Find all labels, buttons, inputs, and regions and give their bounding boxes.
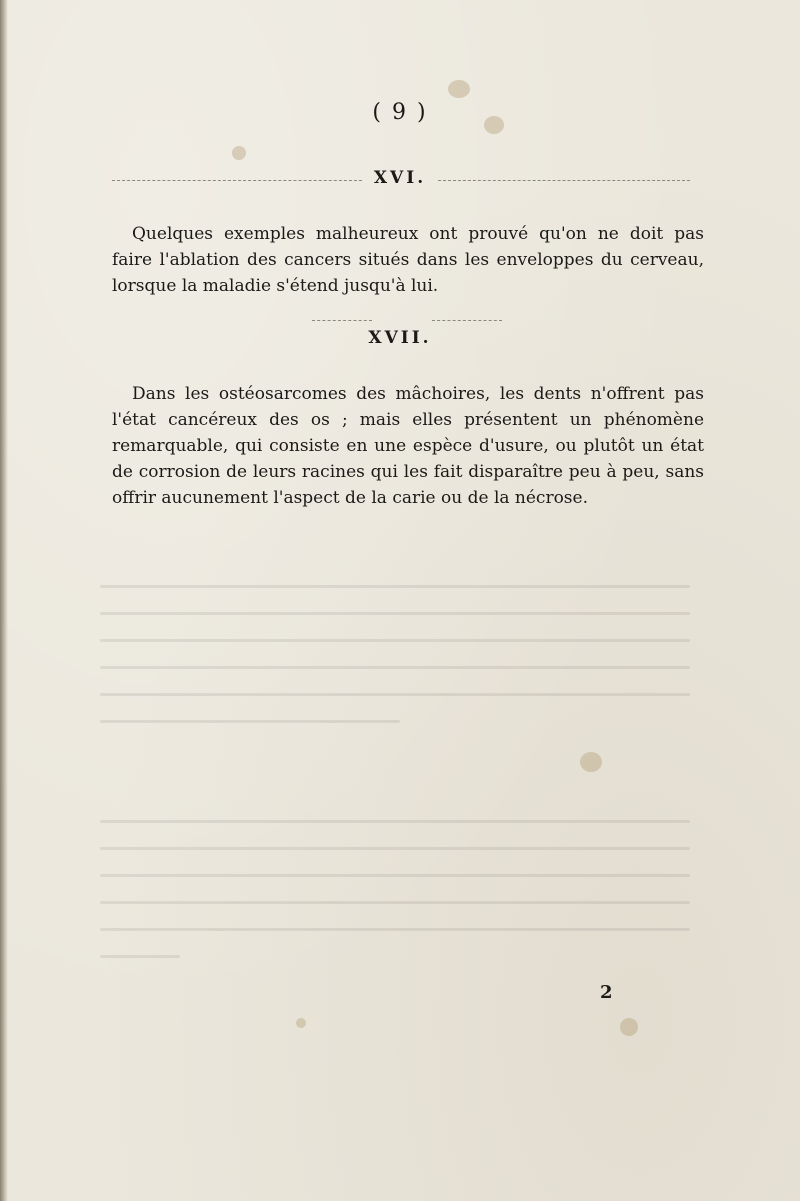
paper-stain xyxy=(296,1018,306,1028)
heading-rule xyxy=(432,320,502,321)
page-number: ( 9 ) xyxy=(372,100,428,125)
paragraph-text: Quelques exemples malheureux ont prouvé qu'on ne doit pas faire l'ablation des cancers situés dans les enveloppes du cerveau, lorsque la maladie s'étend jusqu'à lui. xyxy=(112,224,704,296)
paper-stain xyxy=(620,1018,638,1036)
paper-stain xyxy=(580,752,602,772)
section-paragraph-xvii xyxy=(112,381,704,511)
heading-rule xyxy=(312,320,372,321)
paper-stain xyxy=(448,80,470,98)
section-heading-xvii: XVII. xyxy=(368,328,432,348)
section-paragraph-xvi xyxy=(112,221,704,299)
section-heading-xvi: XVI. xyxy=(373,168,427,188)
paragraph-text: Dans les ostéosarcomes des mâchoires, les dents n'offrent pas l'état cancéreux des os ; mais elles présentent un phénomène remarquable, qui consiste en une espèce d'usure, ou plutôt un état de corrosion de leurs racines qui les fait disparaître peu à peu, sans offrir aucunement l'aspect de la carie ou de la nécrose. xyxy=(112,384,704,508)
paper-stain xyxy=(232,146,246,160)
signature-mark: 2 xyxy=(600,982,613,1003)
